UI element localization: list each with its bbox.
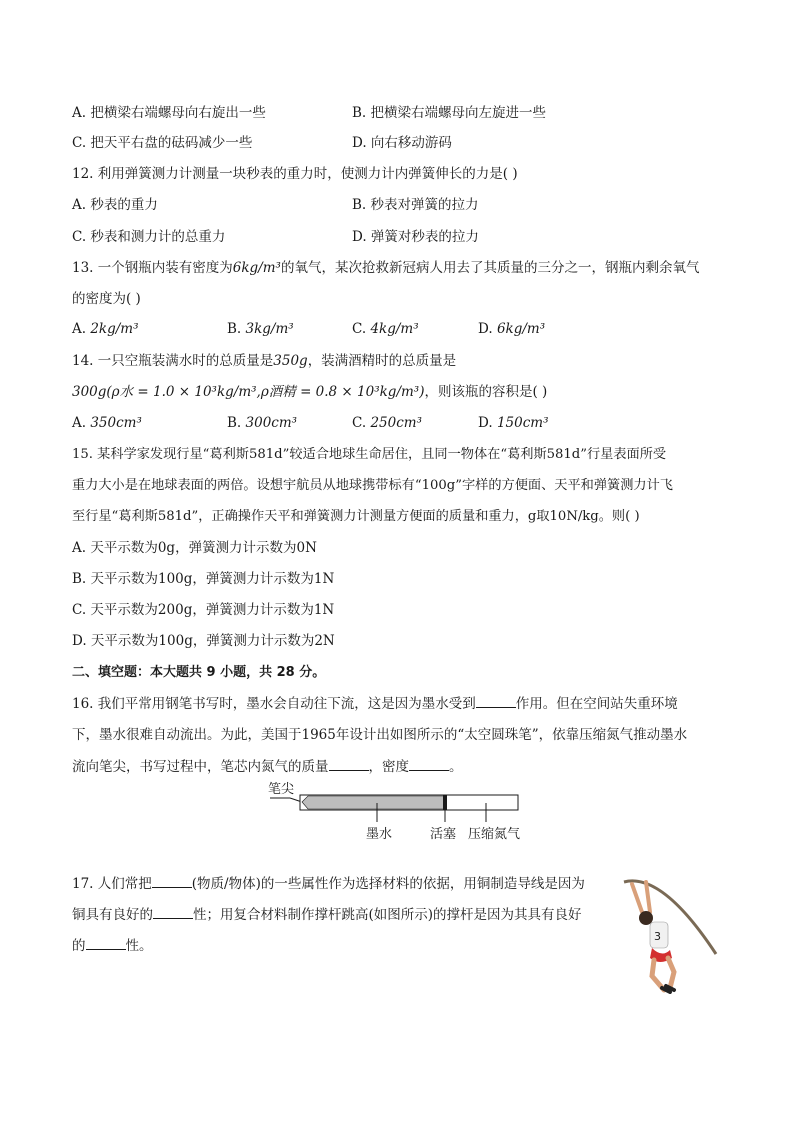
q12-option-b: B. 秒表对弹簧的拉力 xyxy=(352,197,479,213)
q16-blank-3[interactable] xyxy=(409,758,449,771)
q16-line1-post: 作用。但在空间站失重环境 xyxy=(515,696,678,712)
q11-option-c: C. 把天平右盘的砝码减少一些 xyxy=(72,135,253,151)
q15-option-b: B. 天平示数为100g，弹簧测力计示数为1N xyxy=(72,571,335,587)
q13-stem-post: 的氧气，某次抢救新冠病人用去了其质量的三分之一，钢瓶内剩余氧气 xyxy=(280,260,700,276)
q11-option-d: D. 向右移动游码 xyxy=(352,135,452,151)
fig-label-piston: 活塞 xyxy=(430,827,457,842)
q14-line2-post: ，则该瓶的容积是( ) xyxy=(424,384,548,400)
q15-option-d: D. 天平示数为100g，弹簧测力计示数为2N xyxy=(72,633,335,649)
athlete-bib-number: 3 xyxy=(654,930,661,943)
q15-option-a: A. 天平示数为0g，弹簧测力计示数为0N xyxy=(72,540,317,556)
q17-line1 xyxy=(72,875,585,893)
q14-stem-pre: 14. 一只空瓶装满水时的总质量是 xyxy=(72,353,274,369)
q13-option-a xyxy=(72,320,139,338)
q17-line1-pre: 17. 人们常把 xyxy=(72,876,152,892)
q13-density: 6kg/m³ xyxy=(232,260,281,276)
q16-line3-post: 。 xyxy=(449,759,463,775)
q16-line3-mid: ，密度 xyxy=(368,759,409,775)
q15-stem-line2: 重力大小是在地球表面的两倍。设想宇航员从地球携带标有“100g”字样的方便面、天平和弹簧测力计飞 xyxy=(72,478,673,493)
q13-option-c-value: 4kg/m³ xyxy=(370,321,419,337)
q14-mass-full-water: 350g xyxy=(273,353,308,369)
q17-blank-3[interactable] xyxy=(86,937,126,950)
q14-option-b-value: 300cm³ xyxy=(245,415,298,431)
q17-line3-pre: 的 xyxy=(72,938,86,954)
q13-option-b-value: 3kg/m³ xyxy=(245,321,294,337)
q13-option-d-label: D. xyxy=(478,321,493,337)
q14-option-b-label: B. xyxy=(227,415,242,431)
q16-line1 xyxy=(72,695,678,713)
q16-line2: 下，墨水很难自动流出。为此，美国于1965年设计出如图所示的“太空圆珠笔”，依靠压缩氮气推动墨水 xyxy=(72,727,688,743)
q14-option-d xyxy=(478,414,548,432)
section-heading-fill-in: 二、填空题：本大题共 9 小题，共 28 分。 xyxy=(72,665,326,680)
q14-stem-line2 xyxy=(72,383,547,401)
q14-option-c-value: 250cm³ xyxy=(370,415,422,431)
q13-stem-line1 xyxy=(72,259,699,277)
q15-stem-line3: 至行星“葛利斯581d”，正确操作天平和弹簧测力计测量方便面的质量和重力，g取10N/kg。则( ) xyxy=(72,509,640,524)
q14-option-a-value: 350cm³ xyxy=(90,415,142,431)
q12-option-a: A. 秒表的重力 xyxy=(72,197,158,213)
q16-blank-2[interactable] xyxy=(329,758,369,771)
q13-option-d-value: 6kg/m³ xyxy=(496,321,546,337)
pole-vaulter-image xyxy=(612,872,722,994)
q11-option-b: B. 把横梁右端螺母向左旋进一些 xyxy=(352,105,547,121)
q13-option-a-value: 2kg/m³ xyxy=(90,321,139,337)
q16-line3-pre: 流向笔尖，书写过程中，笔芯内氮气的质量 xyxy=(72,759,329,775)
q14-option-d-label: D. xyxy=(478,415,493,431)
space-pen-figure xyxy=(262,778,532,844)
fig-label-tip: 笔尖 xyxy=(268,782,295,797)
q17-line2-post: 性；用复合材料制作撑杆跳高(如图所示)的撑杆是因为其具有良好 xyxy=(193,907,582,923)
piston xyxy=(443,795,447,810)
q13-option-b-label: B. xyxy=(227,321,242,337)
q13-option-d xyxy=(478,320,545,338)
q17-line1-post: (物质/物体)的一些属性作为选择材料的依据，用铜制造导线是因为 xyxy=(191,876,585,892)
q17-blank-1[interactable] xyxy=(152,875,192,888)
q14-option-d-value: 150cm³ xyxy=(496,415,549,431)
q13-option-a-label: A. xyxy=(72,321,87,337)
q16-blank-1[interactable] xyxy=(476,695,516,708)
q13-option-c xyxy=(352,320,419,338)
q17-line3 xyxy=(72,937,153,955)
fig-label-gas: 压缩氮气 xyxy=(468,827,521,842)
vault-pole xyxy=(624,881,716,954)
q17-line2-pre: 铜具有良好的 xyxy=(72,907,153,923)
q13-stem-pre: 13. 一个钢瓶内装有密度为 xyxy=(72,260,233,276)
q13-option-b xyxy=(227,320,294,338)
q14-option-c xyxy=(352,414,422,432)
q14-stem-line1 xyxy=(72,352,456,370)
ink-region xyxy=(302,796,446,809)
fig-label-ink: 墨水 xyxy=(366,827,393,842)
q16-line1-pre: 16. 我们平常用钢笔书写时，墨水会自动往下流，这是因为墨水受到 xyxy=(72,696,476,712)
q16-line3 xyxy=(72,758,463,776)
q14-option-a-label: A. xyxy=(72,415,87,431)
q14-option-a xyxy=(72,414,142,432)
q15-option-c: C. 天平示数为200g，弹簧测力计示数为1N xyxy=(72,602,335,618)
q17-line2 xyxy=(72,906,582,924)
q14-formula: 300g(ρ水 = 1.0 × 10³kg/m³,ρ酒精 = 0.8 × 10³kg/m³) xyxy=(72,384,425,400)
q17-line3-post: 性。 xyxy=(125,938,153,954)
athlete-head xyxy=(639,911,653,925)
q17-blank-2[interactable] xyxy=(153,906,193,919)
q13-stem-line2: 的密度为( ) xyxy=(72,291,141,307)
q12-option-c: C. 秒表和测力计的总重力 xyxy=(72,229,226,245)
q14-option-b xyxy=(227,414,297,432)
q14-option-c-label: C. xyxy=(352,415,367,431)
q12-option-d: D. 弹簧对秒表的拉力 xyxy=(352,229,479,245)
q11-option-a: A. 把横梁右端螺母向右旋出一些 xyxy=(72,105,266,121)
q12-stem: 12. 利用弹簧测力计测量一块秒表的重力时，使测力计内弹簧伸长的力是( ) xyxy=(72,166,518,182)
q15-stem-line1: 15. 某科学家发现行星“葛利斯581d”较适合地球生命居住，且同一物体在“葛利斯581d”行星表面所受 xyxy=(72,447,667,462)
q14-stem-post: ，装满酒精时的总质量是 xyxy=(307,353,457,369)
q13-option-c-label: C. xyxy=(352,321,367,337)
